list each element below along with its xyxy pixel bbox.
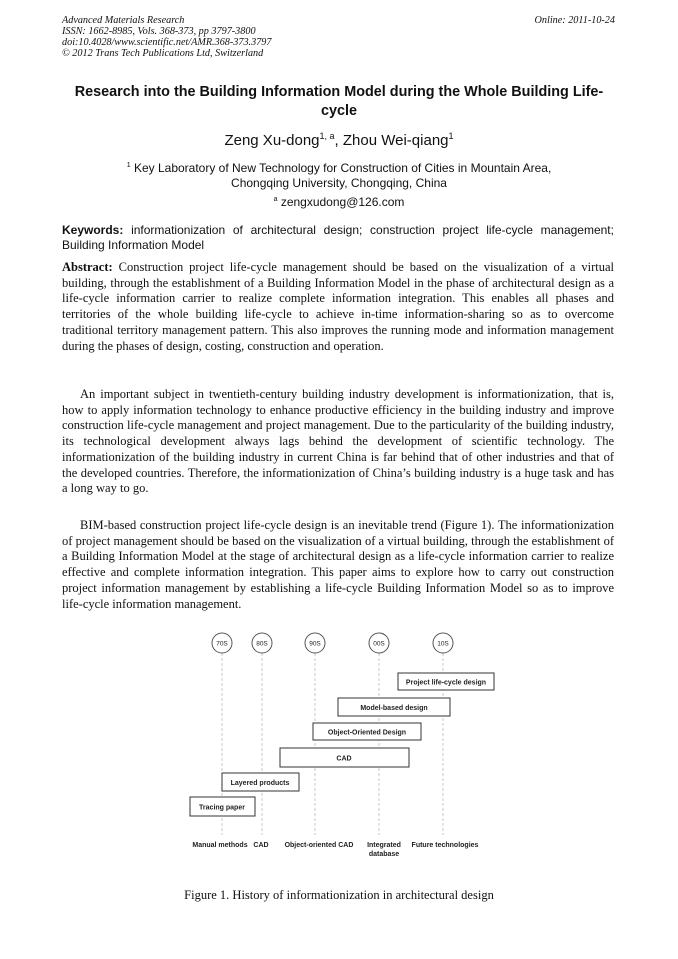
phase-label-tracing-paper: Tracing paper [199,804,245,812]
tech-label-cad: CAD [253,842,269,849]
tech-label-database: database [368,851,400,858]
phase-label-object-oriented: Object-Oriented Design [327,729,407,737]
author-1-sup: 1, a [319,131,335,141]
figure-1-diagram [180,625,510,875]
figure-caption: Figure 1. History of informationization in architectural design [184,888,494,902]
phase-label-layered-products: Layered products [230,780,290,787]
author-2-sup: 1 [448,131,454,141]
author-1: Zeng Xu-dong [224,132,320,149]
paper-title: Research into the Building Information Model during the Whole Building Life-cycle [74,84,604,119]
tech-label-object-oriented-cad: Object-oriented CAD [284,842,354,849]
keywords [62,223,614,253]
affiliation-line-1: Key Laboratory of New Technology for Construction of Cities in Mountain Area, [133,161,552,175]
tech-label-manual-methods: Manual methods [192,842,248,849]
authors [60,131,618,149]
journal-header [62,15,271,59]
keywords-label: Keywords: [62,223,124,237]
phase-label-project-life-cycle: Project life-cycle design [405,679,487,687]
online-date: Online: 2011-10-24 [534,15,615,26]
body-paragraph-1: An important subject in twentieth-century building industry development is informationization, that is, how to apply information technology to enhance productive efficiency in the building industry and improve construction life-cycle management and project management. Due to the particularity of the building industry, its technological development always lags behind the development of scientific technology. The informationization of the building industry in current China is far behind that of other industries and that of the developed countries. Therefore, the informationization of China’s building industry is a huge task and has a long way to go. [62,387,614,496]
affiliation [60,158,618,191]
journal-name: Advanced Materials Research [62,15,185,26]
email-sup: a [273,196,278,203]
email-address: zengxudong@126.com [280,195,405,209]
tech-label-future-technologies: Future technologies [411,842,479,849]
tech-label-integrated: Integrated [367,842,401,849]
decade-label-10s: 10S [437,640,449,648]
affiliation-sup: 1 [126,162,131,169]
keywords-text: informationization of architectural design; construction project life-cycle management; Building Information Model [62,223,614,252]
copyright-line: © 2012 Trans Tech Publications Ltd, Switzerland [62,48,264,59]
abstract-label: Abstract: [62,260,113,274]
decade-label-00s: 00S [373,640,385,648]
abstract [62,260,614,354]
doi-line: doi:10.4028/www.scientific.net/AMR.368-373.3797 [62,37,272,48]
author-email [60,195,618,209]
phase-label-cad: CAD [336,755,352,763]
phase-label-model-based: Model-based design [360,705,428,712]
body-paragraph-2: BIM-based construction project life-cycle design is an inevitable trend (Figure 1). The informationization of project management should be based on the visualization of a virtual building, through the establishment of a Building Information Model at the stage of architectural design as a life-cycle information carrier to realize effective and complete information integration. This paper aims to explore how to carry out construction project information management by establishing a life-cycle Building Information Model so as to improve life-cycle information management. [62,518,614,611]
abstract-text: Construction project life-cycle management should be based on the visualization of a virtual building, through the establishment of a Building Information Model in the phase of architectural design as a life-cycle information carrier to realize complete information integration. This enables all phases and territories of the whole building life-cycle to achieve in-time information-sharing so as to overcome traditional territory management pattern. This also improves the running mode and information management during the phases of design, costing, construction and operation. [62,260,614,353]
author-separator: , [334,132,343,149]
issn-line: ISSN: 1662-8985, Vols. 368-373, pp 3797-3800 [62,26,256,37]
decade-label-70s: 70S [216,640,228,648]
decade-label-80s: 80S [256,640,268,648]
affiliation-line-2: Chongqing University, Chongqing, China [231,176,447,190]
author-2: Zhou Wei-qiang [342,132,449,149]
decade-label-90s: 90S [309,640,321,648]
